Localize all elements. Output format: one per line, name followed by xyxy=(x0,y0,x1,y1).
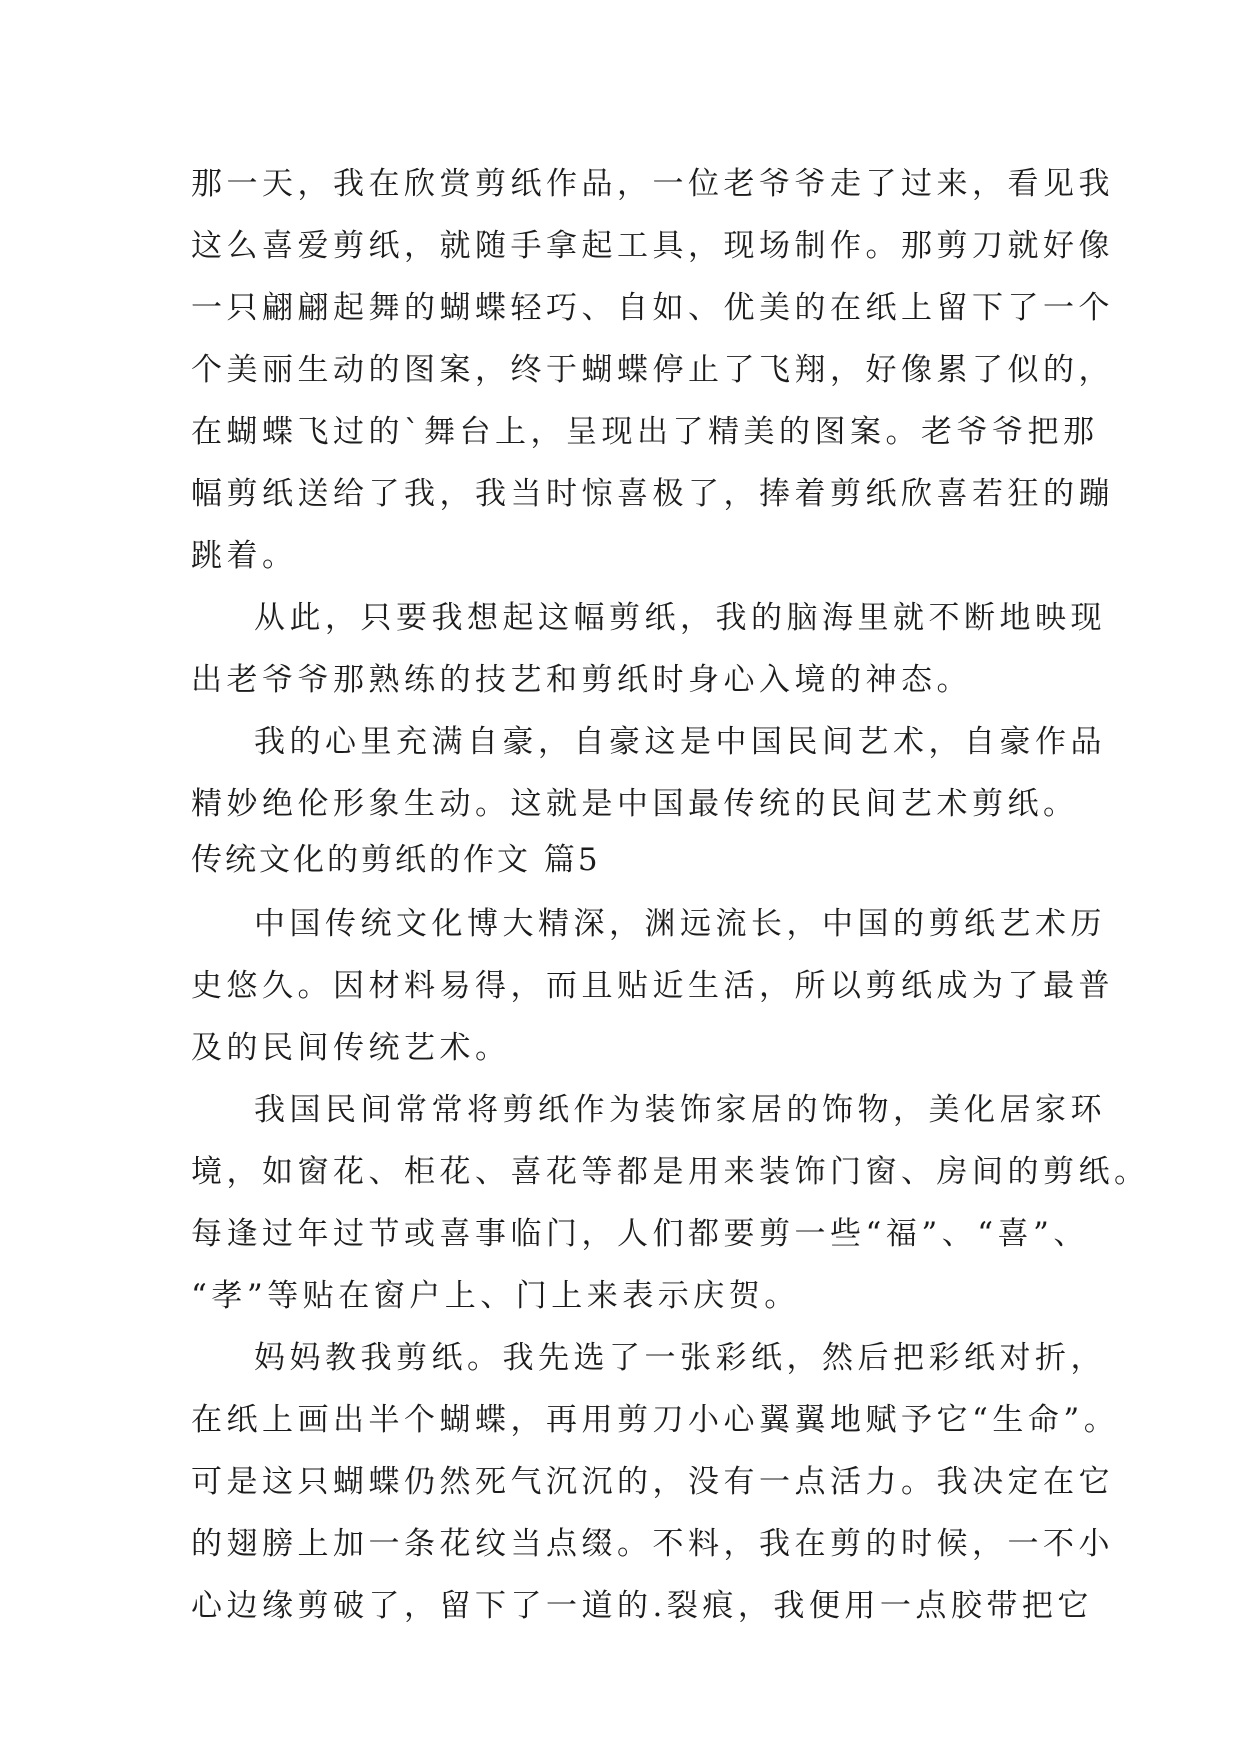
text-line: 心边缘剪破了，留下了一道的.裂痕，我便用一点胶带把它 xyxy=(191,1588,1093,1624)
text-line: 在蝴蝶飞过的`舞台上，呈现出了精美的图案。老爷爷把那 xyxy=(191,414,1099,450)
text-line: 可是这只蝴蝶仍然死气沉沉的，没有一点活力。我决定在它 xyxy=(191,1464,1114,1500)
text-line: 的翅膀上加一条花纹当点缀。不料，我在剪的时候，一不小 xyxy=(191,1526,1114,1562)
text-line: “孝”等贴在窗户上、门上来表示庆贺。 xyxy=(191,1278,800,1314)
text-line: 我的心里充满自豪，自豪这是中国民间艺术，自豪作品 xyxy=(254,724,1106,760)
text-line: 及的民间传统艺术。 xyxy=(191,1030,511,1066)
text-line: 这么喜爱剪纸，就随手拿起工具，现场制作。那剪刀就好像 xyxy=(191,228,1114,264)
text-line: 出老爷爷那熟练的技艺和剪纸时身心入境的神态。 xyxy=(191,662,972,698)
text-line: 跳着。 xyxy=(191,538,298,574)
text-line: 精妙绝伦形象生动。这就是中国最传统的民间艺术剪纸。 xyxy=(191,786,1079,822)
text-line: 在纸上画出半个蝴蝶，再用剪刀小心翼翼地赋予它“生命”。 xyxy=(191,1402,1120,1438)
text-line: 那一天，我在欣赏剪纸作品，一位老爷爷走了过来，看见我 xyxy=(191,166,1114,202)
text-line: 中国传统文化博大精深，渊远流长，中国的剪纸艺术历 xyxy=(254,906,1106,942)
text-line: 从此，只要我想起这幅剪纸，我的脑海里就不断地映现 xyxy=(254,600,1106,636)
text-line: 我国民间常常将剪纸作为装饰家居的饰物，美化居家环 xyxy=(254,1092,1106,1128)
section-heading: 传统文化的剪纸的作文 篇5 xyxy=(191,842,601,878)
text-line: 幅剪纸送给了我，我当时惊喜极了，捧着剪纸欣喜若狂的蹦 xyxy=(191,476,1114,512)
text-line: 史悠久。因材料易得，而且贴近生活，所以剪纸成为了最普 xyxy=(191,968,1114,1004)
text-line: 妈妈教我剪纸。我先选了一张彩纸，然后把彩纸对折， xyxy=(254,1340,1106,1376)
text-line: 每逢过年过节或喜事临门，人们都要剪一些“福”、“喜”、 xyxy=(191,1216,1089,1252)
text-line: 境，如窗花、柜花、喜花等都是用来装饰门窗、房间的剪纸。 xyxy=(191,1154,1150,1190)
text-line: 一只翩翩起舞的蝴蝶轻巧、自如、优美的在纸上留下了一个 xyxy=(191,290,1114,326)
text-line: 个美丽生动的图案，终于蝴蝶停止了飞翔，好像累了似的， xyxy=(191,352,1114,388)
